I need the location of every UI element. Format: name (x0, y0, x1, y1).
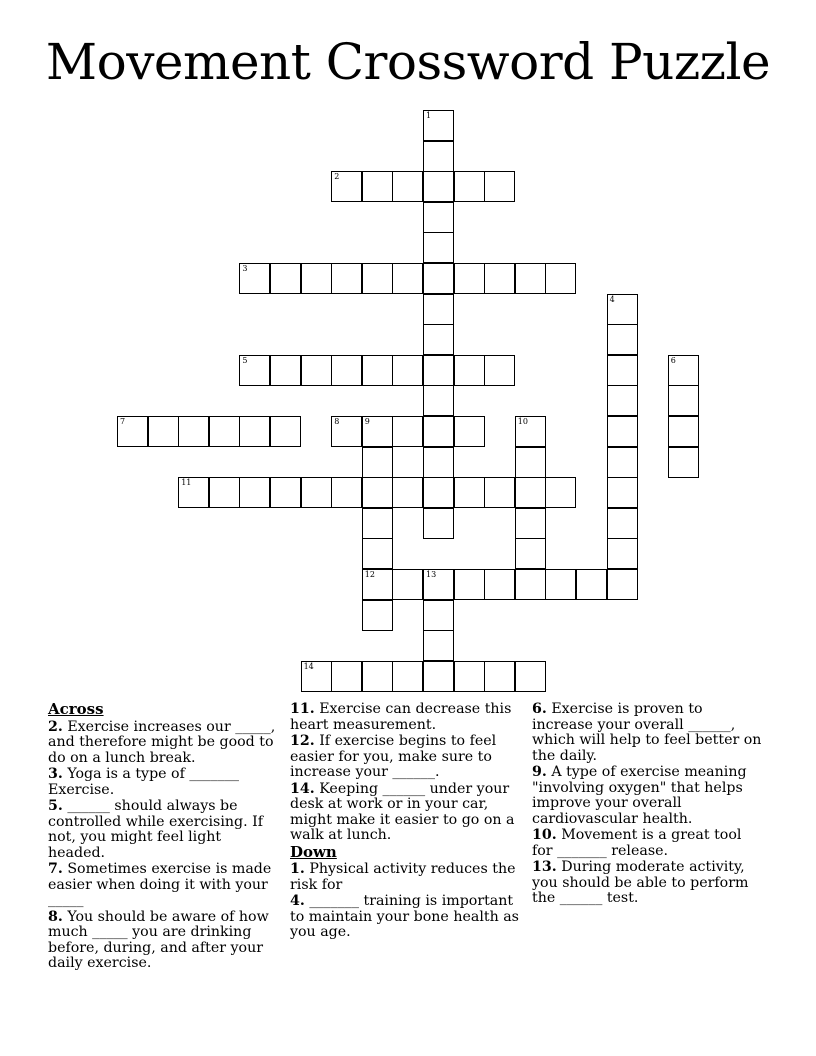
grid-cell[interactable] (117, 416, 148, 447)
grid-cell[interactable] (607, 477, 638, 508)
grid-cell-number: 7 (120, 417, 126, 426)
grid-cell[interactable] (239, 477, 270, 508)
grid-cell-number: 6 (670, 355, 676, 365)
grid-cell[interactable] (423, 416, 454, 447)
grid-cell-number: 8 (334, 417, 340, 426)
grid-cell[interactable] (362, 569, 393, 600)
grid-cell[interactable] (454, 171, 485, 202)
grid-cell[interactable] (423, 355, 454, 386)
grid-cell[interactable] (607, 569, 638, 600)
clues-column-middle (290, 702, 522, 942)
grid-cell[interactable] (423, 232, 454, 263)
grid-cell[interactable] (484, 477, 515, 508)
grid-cell[interactable] (362, 263, 393, 294)
grid-cell[interactable] (331, 661, 362, 692)
grid-cell[interactable] (331, 355, 362, 386)
grid-cell[interactable] (392, 569, 423, 600)
grid-cell[interactable] (270, 263, 301, 294)
grid-cell[interactable] (607, 294, 638, 325)
clue-across-3: 3. Yoga is a type of _______ Exercise. (48, 766, 240, 798)
grid-cell-number: 9 (364, 417, 370, 426)
grid-cell[interactable] (301, 263, 332, 294)
grid-cell[interactable] (607, 508, 638, 539)
grid-cell[interactable] (607, 385, 638, 416)
grid-cell[interactable] (362, 355, 393, 386)
clue-across-14: 14. Keeping ______ under your desk at work or in your car, might make it easier to go on a walk at lunch. (290, 780, 515, 843)
grid-cell[interactable] (423, 477, 454, 508)
grid-cell[interactable] (515, 569, 546, 600)
grid-cell[interactable] (515, 477, 546, 508)
grid-cell-number: 13 (426, 570, 437, 579)
grid-cell[interactable] (607, 416, 638, 447)
grid-cell[interactable] (515, 661, 546, 692)
grid-cell[interactable] (423, 600, 454, 631)
grid-cell-number: 11 (181, 478, 192, 488)
grid-cell[interactable] (270, 477, 301, 508)
clue-across-12: 12. If exercise begins to feel easier for you, make sure to increase your ______. (290, 733, 497, 780)
grid-cell[interactable] (515, 447, 546, 478)
clue-down-4: 4. _______ training is important to maintain your bone health as you age. (290, 893, 519, 940)
grid-cell[interactable] (484, 263, 515, 294)
grid-cell[interactable] (515, 538, 546, 569)
grid-cell[interactable] (423, 569, 454, 600)
grid-cell[interactable] (270, 355, 301, 386)
grid-cell[interactable] (607, 324, 638, 355)
clue-across-11: 11. Exercise can decrease this heart measurement. (290, 701, 512, 733)
grid-cell[interactable] (331, 477, 362, 508)
grid-cell-number: 5 (242, 355, 248, 365)
grid-cell[interactable] (423, 110, 454, 141)
grid-cell[interactable] (239, 263, 270, 294)
grid-cell[interactable] (392, 355, 423, 386)
grid-cell[interactable] (423, 263, 454, 294)
grid-cell[interactable] (545, 263, 576, 294)
grid-cell[interactable] (270, 416, 301, 447)
grid-cell[interactable] (209, 477, 240, 508)
grid-cell-number: 10 (517, 417, 528, 426)
clues-column-right (532, 702, 764, 908)
grid-cell[interactable] (454, 416, 485, 447)
page-title: Movement Crossword Puzzle (45, 33, 771, 91)
grid-cell[interactable] (454, 569, 485, 600)
across-heading: Across (48, 700, 104, 718)
grid-cell[interactable] (454, 477, 485, 508)
grid-cell[interactable] (423, 324, 454, 355)
grid-cell[interactable] (392, 416, 423, 447)
grid-cell[interactable] (331, 263, 362, 294)
grid-cell[interactable] (301, 661, 332, 692)
grid-cell[interactable] (668, 447, 699, 478)
grid-cell[interactable] (668, 385, 699, 416)
clues-column-left (48, 702, 280, 973)
grid-cell-number: 12 (364, 570, 375, 579)
grid-cell[interactable] (148, 416, 179, 447)
grid-cell[interactable] (362, 477, 393, 508)
grid-cell[interactable] (423, 630, 454, 661)
grid-cell[interactable] (515, 508, 546, 539)
grid-cell-number: 4 (609, 294, 615, 304)
grid-cell-number: 14 (303, 661, 314, 671)
grid-cell[interactable] (301, 477, 332, 508)
grid-cell[interactable] (607, 538, 638, 569)
grid-cell[interactable] (423, 141, 454, 172)
grid-cell[interactable] (331, 416, 362, 447)
grid-cell[interactable] (239, 355, 270, 386)
clue-down-6: 6. Exercise is proven to increase your overall ______, which will help to feel better on the daily. (532, 701, 762, 764)
clue-down-10: 10. Movement is a great tool for _______ release. (532, 827, 742, 859)
grid-cell[interactable] (668, 416, 699, 447)
clue-down-9: 9. A type of exercise meaning "involving oxygen" that helps improve your overall cardiovascular health. (532, 764, 747, 827)
grid-cell[interactable] (607, 355, 638, 386)
clue-across-7: 7. Sometimes exercise is made easier when doing it with your _____ (48, 861, 272, 908)
grid-cell[interactable] (545, 569, 576, 600)
clue-down-1: 1. Physical activity reduces the risk for (290, 861, 516, 893)
grid-cell[interactable] (423, 171, 454, 202)
clue-across-2: 2. Exercise increases our _____, and therefore might be good to do on a lunch break. (48, 718, 276, 766)
grid-cell[interactable] (362, 447, 393, 478)
grid-cell[interactable] (362, 538, 393, 569)
grid-cell[interactable] (515, 416, 546, 447)
grid-cell[interactable] (423, 294, 454, 325)
grid-cell[interactable] (454, 661, 485, 692)
clue-across-8: 8. You should be aware of how much _____ you are drinking before, during, and after your daily exercise. (48, 908, 269, 971)
grid-cell[interactable] (239, 416, 270, 447)
grid-cell-number: 3 (242, 264, 248, 273)
grid-cell[interactable] (454, 263, 485, 294)
grid-cell[interactable] (454, 355, 485, 386)
grid-cell[interactable] (392, 661, 423, 692)
grid-cell[interactable] (423, 385, 454, 416)
grid-cell[interactable] (423, 447, 454, 478)
grid-cell[interactable] (423, 508, 454, 539)
grid-cell[interactable] (576, 569, 607, 600)
grid-cell[interactable] (362, 171, 393, 202)
grid-cell[interactable] (423, 202, 454, 233)
down-heading: Down (290, 842, 337, 861)
grid-cell[interactable] (209, 416, 240, 447)
grid-cell[interactable] (392, 171, 423, 202)
grid-cell[interactable] (545, 477, 576, 508)
grid-cell[interactable] (484, 355, 515, 386)
grid-cell[interactable] (362, 508, 393, 539)
grid-cell[interactable] (362, 416, 393, 447)
grid-cell[interactable] (484, 171, 515, 202)
grid-cell[interactable] (607, 447, 638, 478)
grid-cell[interactable] (515, 263, 546, 294)
grid-cell[interactable] (178, 416, 209, 447)
grid-cell[interactable] (392, 263, 423, 294)
clue-across-5: 5. ______ should always be controlled while exercising. If not, you might feel light headed. (48, 798, 263, 861)
grid-cell[interactable] (668, 355, 699, 386)
grid-cell[interactable] (178, 477, 209, 508)
grid-cell-number: 2 (334, 172, 340, 182)
grid-cell[interactable] (331, 171, 362, 202)
grid-cell[interactable] (362, 600, 393, 631)
clue-down-13: 13. During moderate activity, you should be able to perform the ______ test. (532, 859, 749, 906)
grid-cell-number: 1 (426, 111, 432, 120)
grid-cell[interactable] (301, 355, 332, 386)
grid-cell[interactable] (423, 661, 454, 692)
grid-cell[interactable] (484, 569, 515, 600)
grid-cell[interactable] (392, 477, 423, 508)
grid-cell[interactable] (362, 661, 393, 692)
grid-cell[interactable] (484, 661, 515, 692)
